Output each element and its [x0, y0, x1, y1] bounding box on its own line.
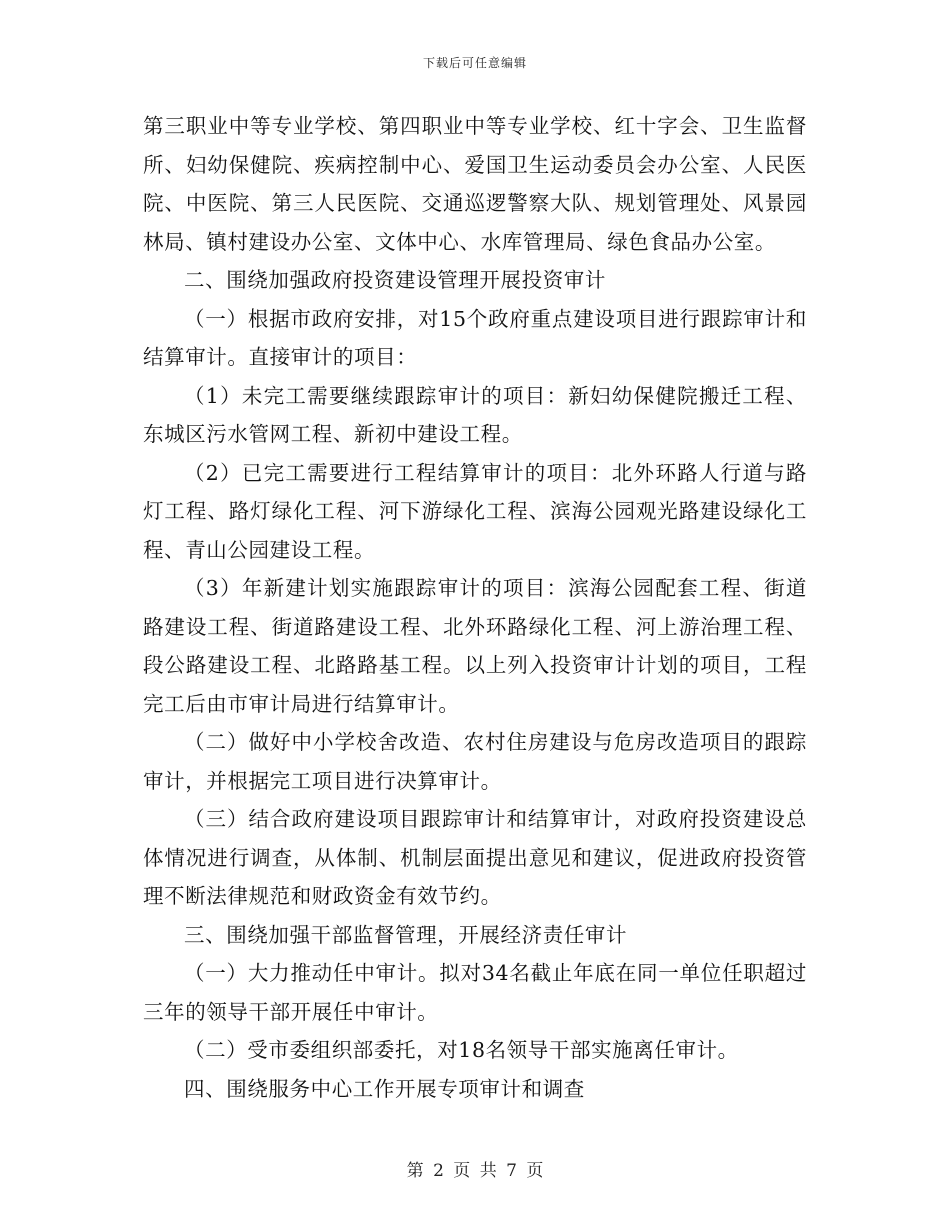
section-heading: 四、围绕服务中心工作开展专项审计和调查 — [184, 1076, 585, 1101]
page-footer: 第 2 页 共 7 页 — [406, 1161, 544, 1181]
section-heading: 二、围绕加强政府投资建设管理开展投资审计 — [184, 268, 606, 292]
document-body — [143, 107, 807, 1108]
paragraph: （1）未完工需要继续跟踪审计的项目：新妇幼保健院搬迁工程、东城区污水管网工程、新初中建设工程。 — [143, 383, 807, 446]
paragraph: （3）年新建计划实施跟踪审计的项目：滨海公园配套工程、街道路建设工程、街道路建设工程、北外环路绿化工程、河上游治理工程、段公路建设工程、北路路基工程。以上列入投资审计计划的项目，工程完工后由市审计局进行结算审计。 — [143, 576, 807, 716]
paragraph: （2）已完工需要进行工程结算审计的项目：北外环路人行道与路灯工程、路灯绿化工程、河下游绿化工程、滨海公园观光路建设绿化工程、青山公园建设工程。 — [143, 460, 807, 562]
section-heading: 三、围绕加强干部监督管理，开展经济责任审计 — [184, 922, 628, 947]
paragraph: （一）根据市政府安排，对15个政府重点建设项目进行跟踪审计和结算审计。直接审计的项目： — [143, 306, 807, 369]
paragraph: （三）结合政府建设项目跟踪审计和结算审计，对政府投资建设总体情况进行调查，从体制、机制层面提出意见和建议，促进政府投资管理不断法律规范和财政资金有效节约。 — [143, 807, 807, 908]
paragraph: 第三职业中等专业学校、第四职业中等专业学校、红十字会、卫生监督所、妇幼保健院、疾病控制中心、爱国卫生运动委员会办公室、人民医院、中医院、第三人民医院、交通巡逻警察大队、规划管理处、风景园林局、镇村建设办公室、文体中心、水库管理局、绿色食品办公室。 — [143, 114, 807, 254]
paragraph: （二）做好中小学校舍改造、农村住房建设与危房改造项目的跟踪审计，并根据完工项目进行决算审计。 — [143, 730, 807, 793]
page-header: 下载后可任意编辑 — [422, 56, 527, 70]
paragraph: （一）大力推动任中审计。拟对34名截止年底在同一单位任职超过三年的领导干部开展任中审计。 — [143, 961, 807, 1024]
paragraph: （二）受市委组织部委托，对18名领导干部实施离任审计。 — [184, 1038, 739, 1062]
